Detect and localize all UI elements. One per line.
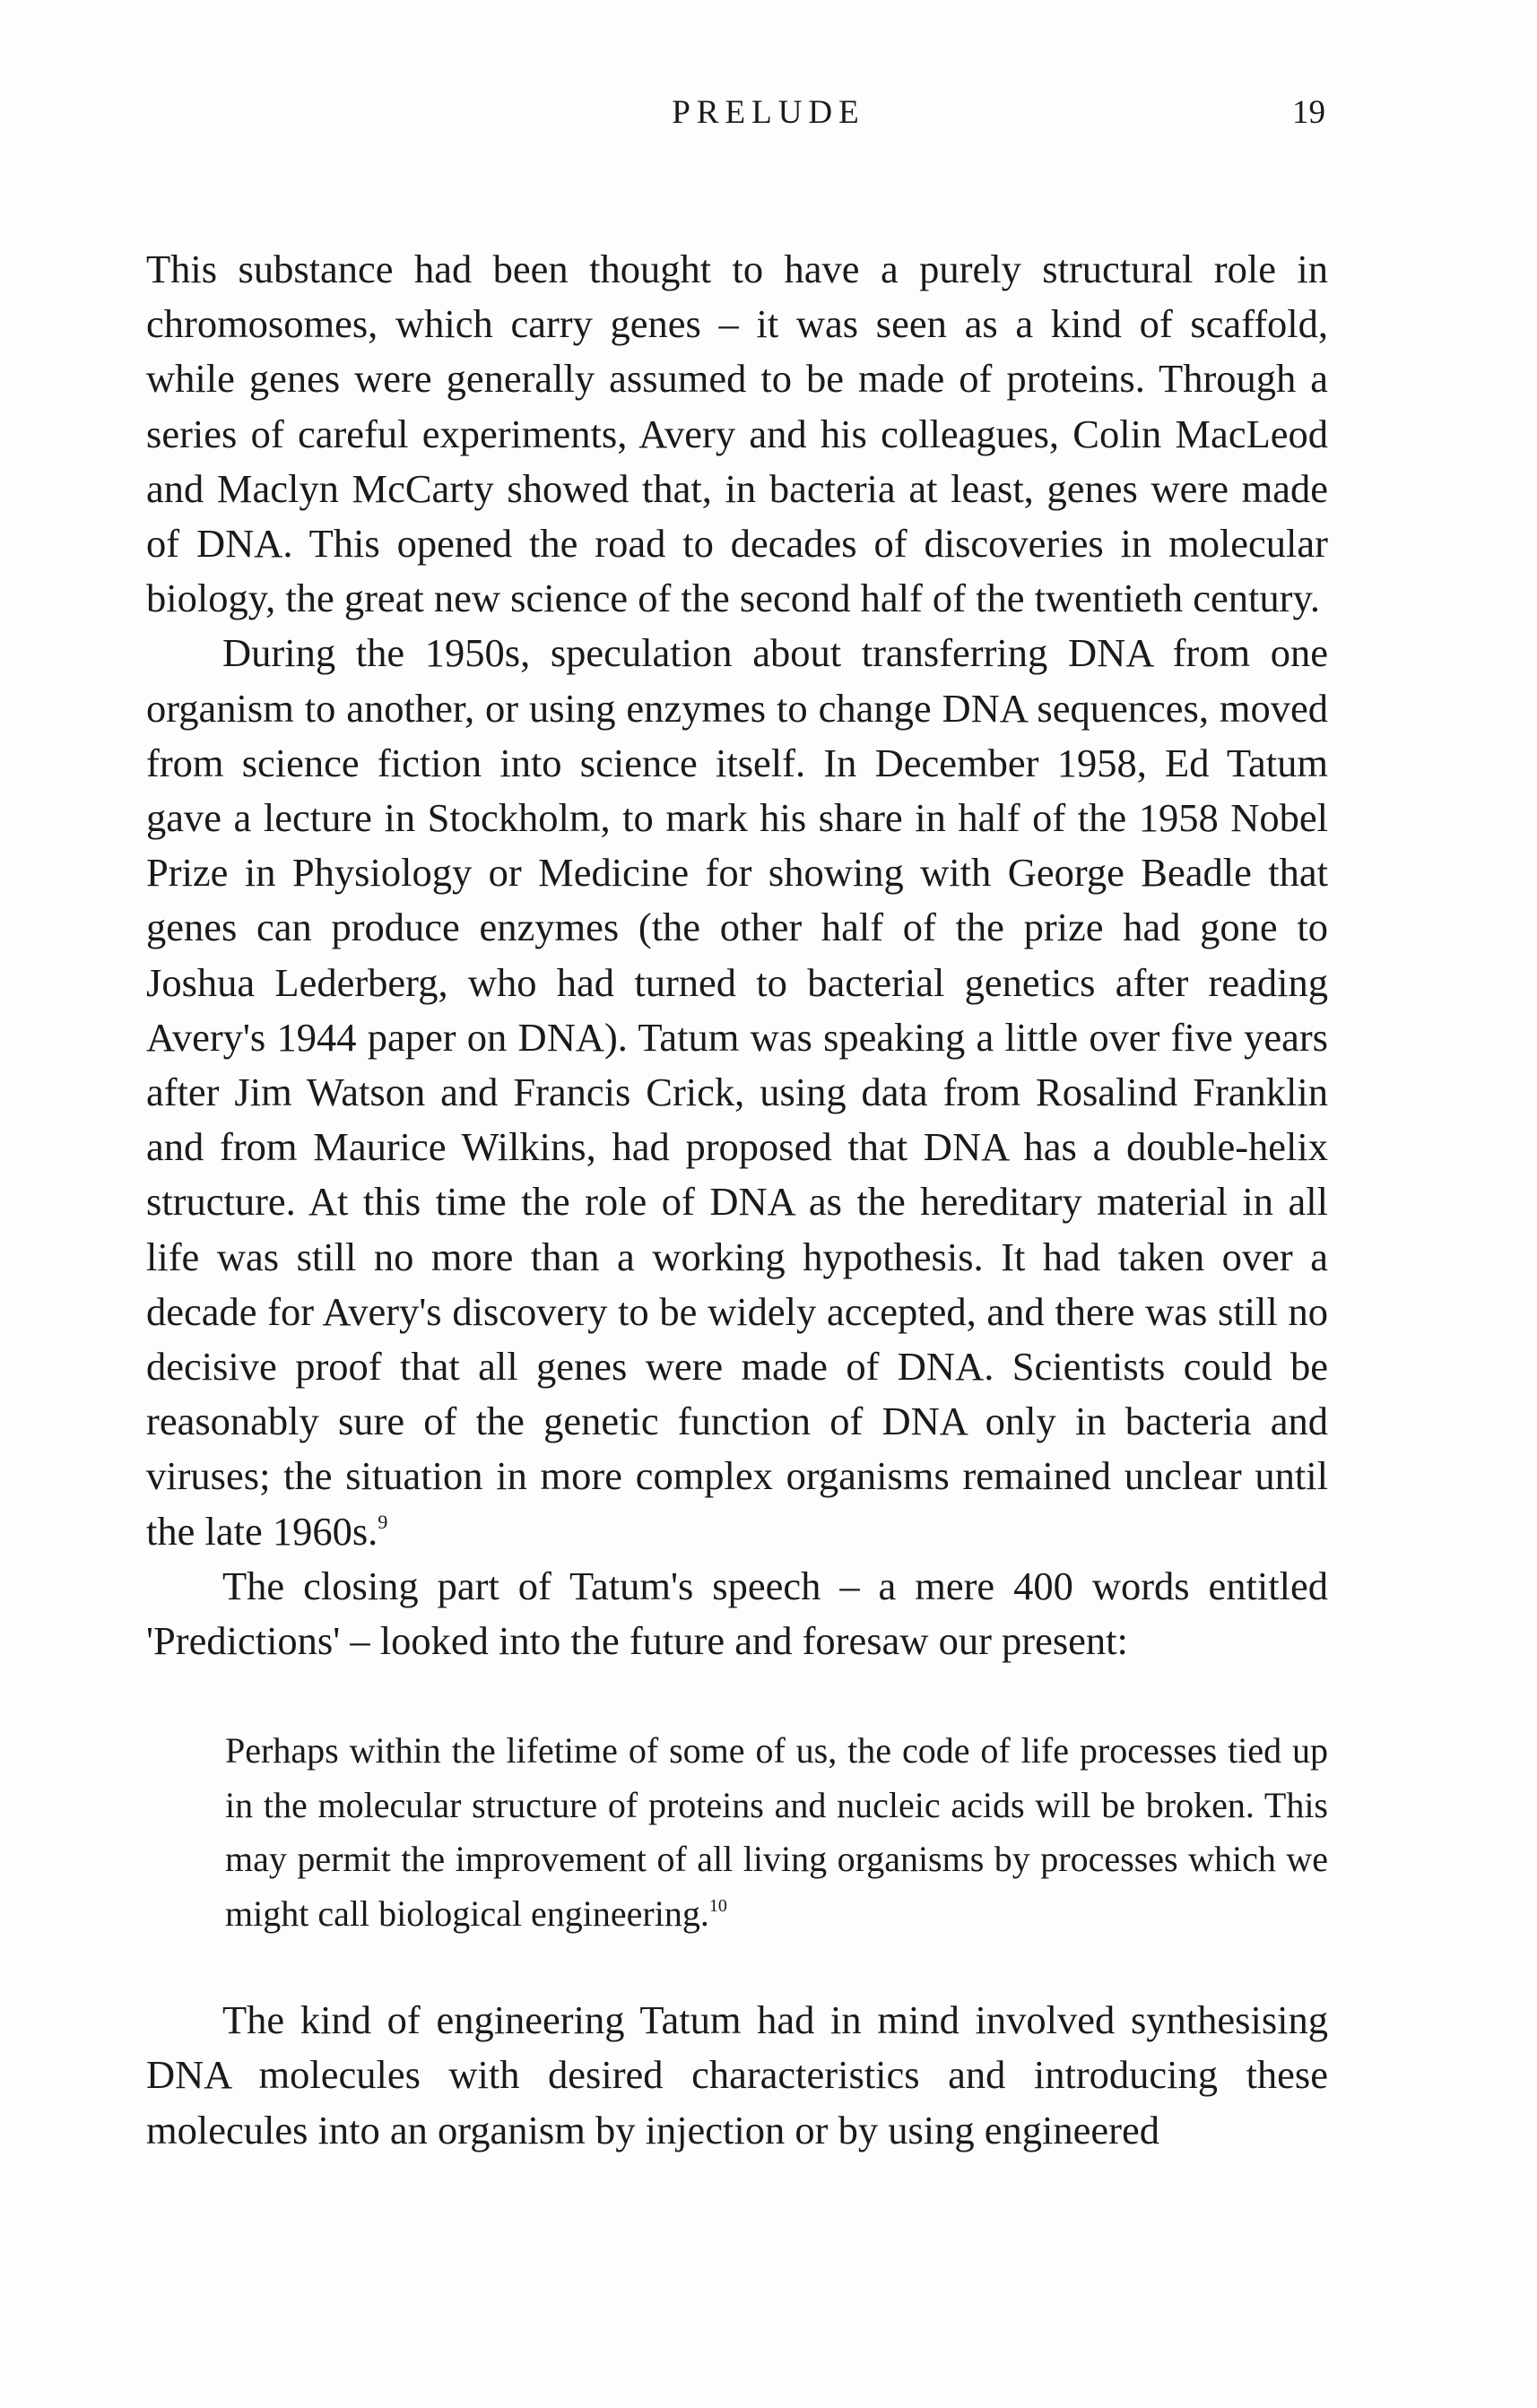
- body-text: [146, 242, 1328, 2158]
- paragraph-text: The kind of engineering Tatum had in mind involved synthesising DNA molecules with desired characteristics and introducing these molecules into an organism by injection or by using engineered: [146, 1997, 1328, 2152]
- footnote-marker: 9: [378, 1510, 388, 1533]
- paragraph: [146, 1993, 1328, 2158]
- paragraph-text: The closing part of Tatum's speech – a mere 400 words entitled 'Predictions' – looked into the future and foresaw our present:: [146, 1563, 1328, 1664]
- paragraph-text: During the 1950s, speculation about transferring DNA from one organism to another, or using enzymes to change DNA sequences, moved from science fiction into science itself. In December 1958, Ed Tatum gave a lecture in Stockholm, to mark his share in half of the 1958 Nobel Prize in Physiology or Medicine for showing with George Beadle that genes can produce enzymes (the other half of the prize had gone to Joshua Lederberg, who had turned to bacterial genetics after reading Avery's 1944 paper on DNA). Tatum was speaking a little over five years after Jim Watson and Francis Crick, using data from Rosalind Franklin and from Maurice Wilkins, had proposed that DNA has a double-helix structure. At this time the role of DNA as the hereditary material in all life was still no more than a working hypothesis. It had taken over a decade for Avery's discovery to be widely accepted, and there was still no decisive proof that all genes were made of DNA. Scientists could be reasonably sure of the genetic function of DNA only in bacteria and viruses; the situation in more complex organisms remained unclear until the late 1960s.: [146, 630, 1328, 1554]
- page-number: 19: [1292, 94, 1325, 131]
- paragraph: [146, 242, 1328, 626]
- running-title: PRELUDE: [672, 94, 865, 131]
- running-header: [0, 86, 1537, 140]
- block-quote: [225, 1724, 1328, 1941]
- footnote-marker: 10: [708, 1895, 727, 1916]
- paragraph: [146, 1559, 1328, 1668]
- quote-text: Perhaps within the lifetime of some of us, the code of life processes tied up in the molecular structure of proteins and nucleic acids will be broken. This may permit the improvement of all living organisms by processes which we might call biological engineering.: [225, 1730, 1328, 1934]
- paragraph-text: This substance had been thought to have a purely structural role in chromosomes, which carry genes – it was seen as a kind of scaffold, while genes were generally assumed to be made of proteins. Through a series of careful experiments, Avery and his colleagues, Colin MacLeod and Maclyn McCarty showed that, in bacteria at least, genes were made of DNA. This opened the road to decades of discoveries in molecular biology, the great new science of the second half of the twentieth century.: [146, 247, 1328, 621]
- paragraph: [146, 626, 1328, 1558]
